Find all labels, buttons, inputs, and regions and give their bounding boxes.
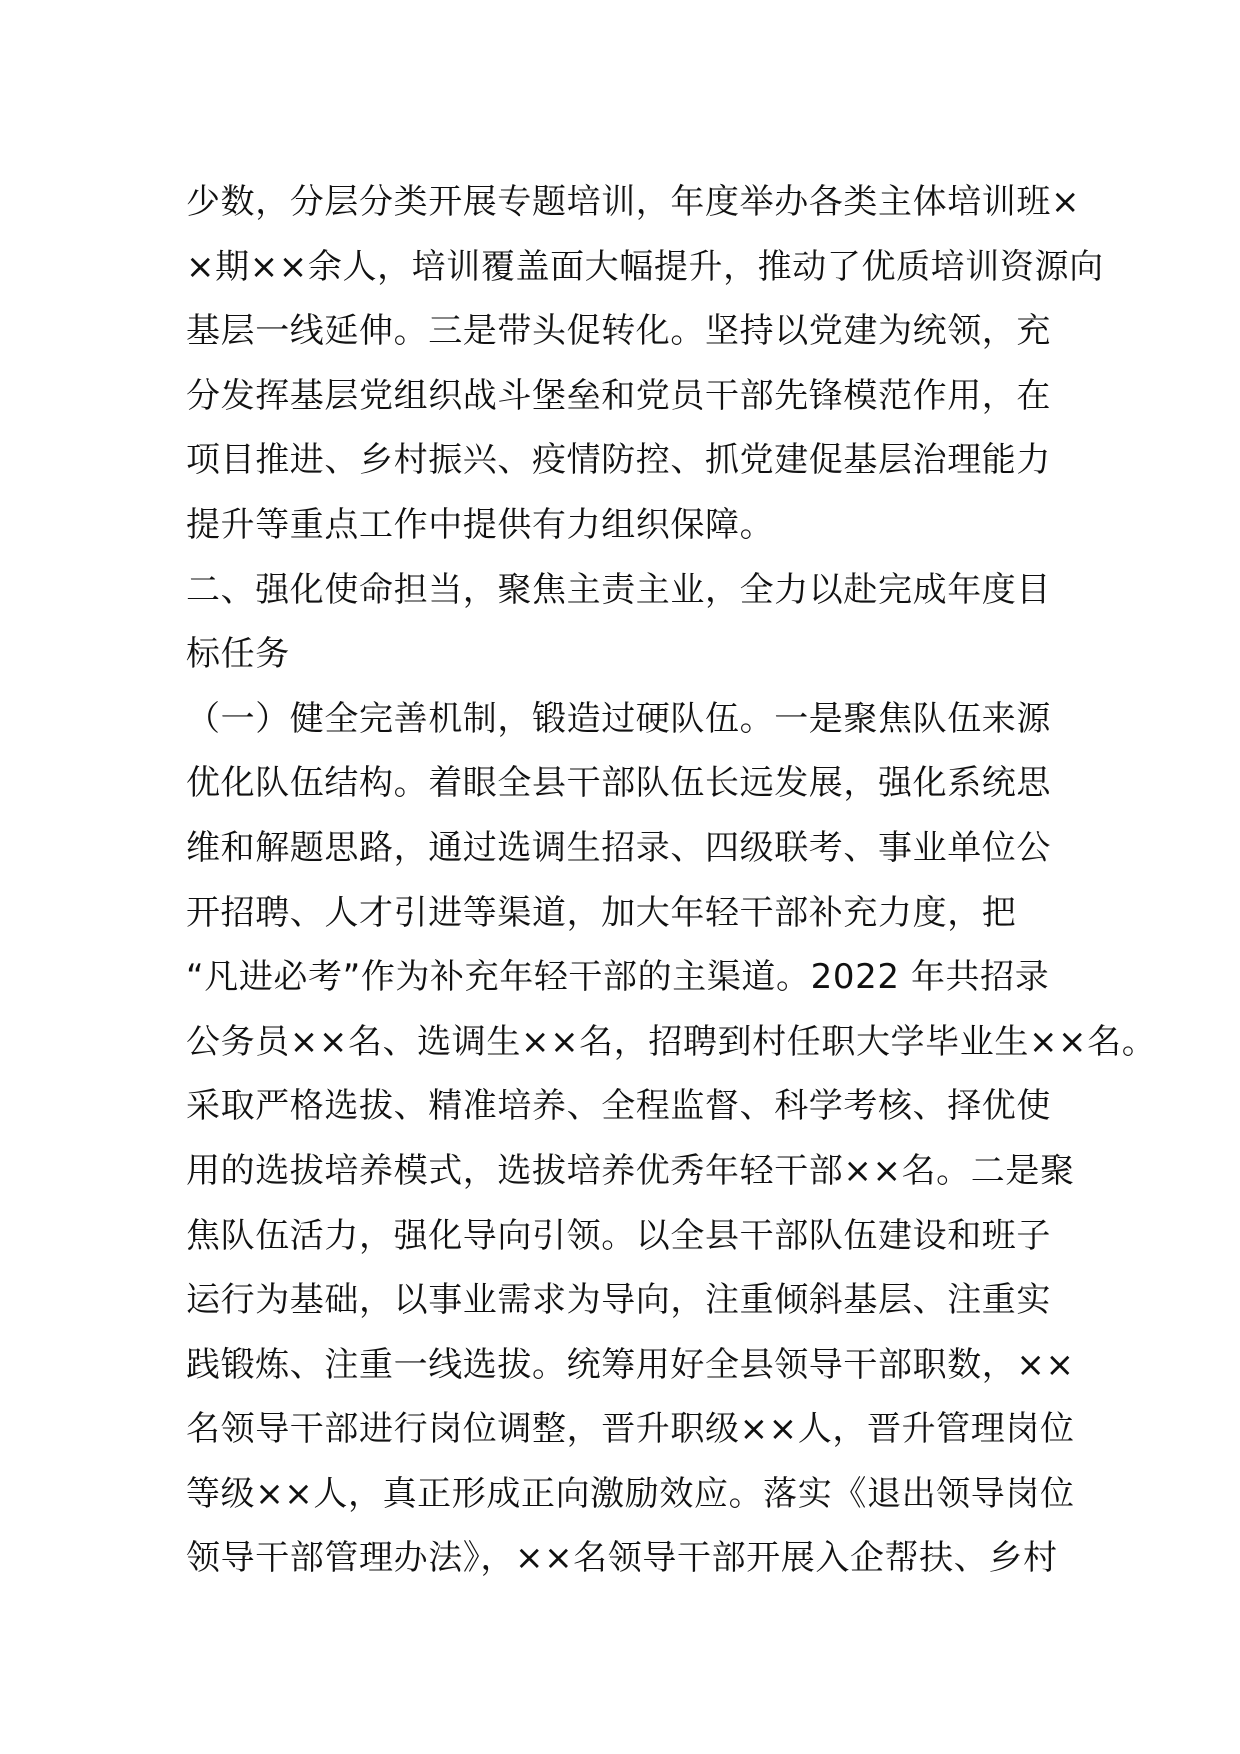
text-line: 用的选拔培养模式，选拔培养优秀年轻干部××名。二是聚	[186, 1150, 1075, 1191]
text-line: 项目推进、乡村振兴、疫情防控、抓党建促基层治理能力	[186, 440, 1051, 481]
text-line: 优化队伍结构。着眼全县干部队伍长远发展，强化系统思	[186, 763, 1051, 804]
text-line: 运行为基础，以事业需求为导向，注重倾斜基层、注重实	[186, 1280, 1051, 1321]
text-line: 焦队伍活力，强化导向引领。以全县干部队伍建设和班子	[186, 1215, 1051, 1256]
text-line: 等级××人，真正形成正向激励效应。落实《退出领导岗位	[186, 1473, 1075, 1514]
text-line: 公务员××名、选调生××名，招聘到村任职大学毕业生××名。	[186, 1021, 1157, 1062]
text-line: 少数，分层分类开展专题培训，年度举办各类主体培训班×	[186, 182, 1081, 222]
section-heading-line: 标任务	[186, 634, 290, 675]
text-line: 名领导干部进行岗位调整，晋升职级××人，晋升管理岗位	[186, 1409, 1075, 1450]
text-line: （一）健全完善机制，锻造过硬队伍。一是聚焦队伍来源	[186, 698, 1051, 739]
text-line: ×期××余人，培训覆盖面大幅提升，推动了优质培训资源向	[186, 246, 1104, 287]
text-line: 采取严格选拔、精准培养、全程监督、科学考核、择优使	[186, 1086, 1051, 1127]
text-line: 开招聘、人才引进等渠道，加大年轻干部补充力度，把	[186, 892, 1017, 933]
section-heading-line: 二、强化使命担当，聚焦主责主业，全力以赴完成年度目	[186, 569, 1051, 610]
text-line: “凡进必考”作为补充年轻干部的主渠道。2022 年共招录	[186, 957, 1050, 998]
text-line: 提升等重点工作中提供有力组织保障。	[186, 504, 775, 545]
text-line: 领导干部管理办法》，××名领导干部开展入企帮扶、乡村	[186, 1538, 1058, 1579]
text-line: 维和解题思路，通过选调生招录、四级联考、事业单位公	[186, 827, 1051, 868]
text-line: 践锻炼、注重一线选拔。统筹用好全县领导干部职数，××	[186, 1344, 1075, 1385]
text-line: 分发挥基层党组织战斗堡垒和党员干部先锋模范作用，在	[186, 375, 1051, 416]
body-text	[186, 170, 1157, 1591]
text-line: 基层一线延伸。三是带头促转化。坚持以党建为统领，充	[186, 311, 1051, 352]
